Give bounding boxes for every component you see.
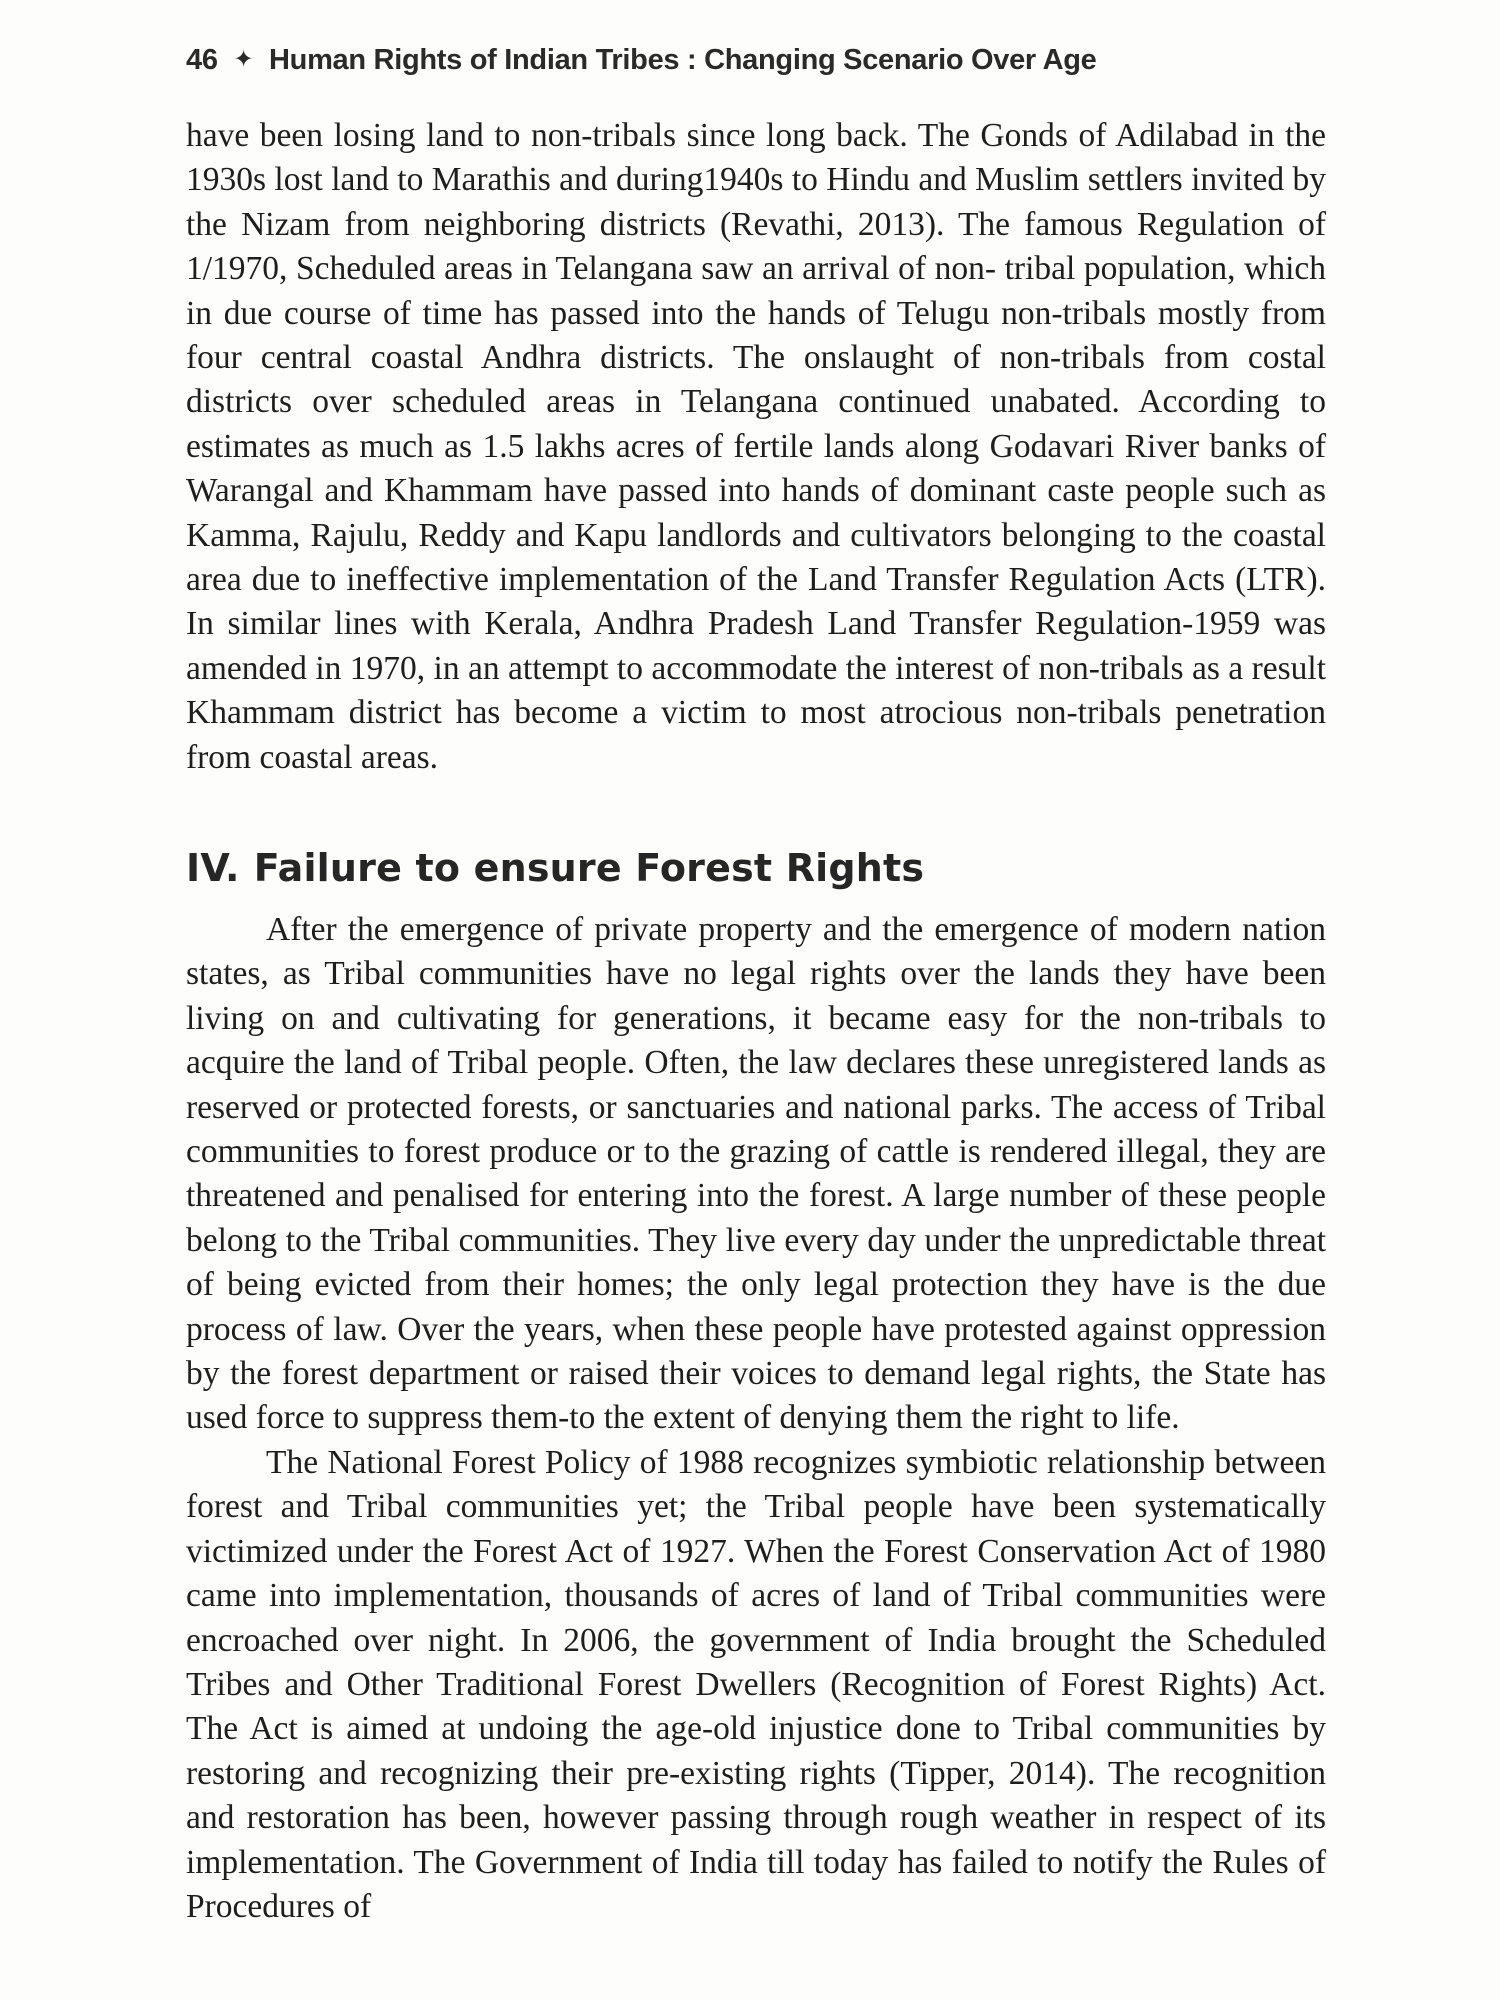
paragraph: have been losing land to non-tribals since long back. The Gonds of Adilabad in the 1930s lost land to Marathis and during1940s to Hindu and Muslim settlers invited by the Nizam from neighboring districts (Revathi, 2013). The famous Regulation of 1/1970, Scheduled areas in Telangana saw an arrival of non- tribal population, which in due course of time has passed into the hands of Telugu non-tribals mostly from four central coastal Andhra districts. The onslaught of non-tribals from costal districts over scheduled areas in Telangana continued unabated. According to estimates as much as 1.5 lakhs acres of fertile lands along Godavari River banks of Warangal and Khammam have passed into hands of dominant caste people such as Kamma, Rajulu, Reddy and Kapu landlords and cultivators belonging to the coastal area due to ineffective implementation of the Land Transfer Regulation Acts (LTR). In similar lines with Kerala, Andhra Pradesh Land Transfer Regulation-1959 was amended in 1970, in an attempt to accommodate the interest of non-tribals as a result Khammam district has become a victim to most atrocious non-tribals penetration from coastal areas. xyxy=(186,117,1326,776)
running-head xyxy=(186,44,1336,77)
section-heading xyxy=(186,846,1326,890)
star-separator-icon: ✦ xyxy=(233,46,254,73)
page-number: 46 xyxy=(186,44,218,76)
paragraph: The National Forest Policy of 1988 recognizes symbiotic relationship between forest and Tribal communities yet; the Tribal people have been systematically victimized under the Forest Act of 1927. When the Forest Conservation Act of 1980 came into implementation, thousands of acres of land of Tribal communities were encroached over night. In 2006, the government of India brought the Scheduled Tribes and Other Traditional Forest Dwellers (Recognition of Forest Rights) Act. The Act is aimed at undoing the age-old injustice done to Tribal communities by restoring and recognizing their pre-existing rights (Tipper, 2014). The recognition and restoration has been, however passing through rough weather in respect of its implementation. The Government of India till today has failed to notify the Rules of Procedures of xyxy=(186,1443,1326,1925)
continuation-text xyxy=(186,114,1326,780)
section-numeral: IV. xyxy=(186,846,240,890)
book-title: Human Rights of Indian Tribes : Changing Scenario Over Age xyxy=(269,44,1097,76)
section-body xyxy=(186,908,1326,1929)
section-title: Failure to ensure Forest Rights xyxy=(253,846,925,890)
paragraph: After the emergence of private property and the emergence of modern nation states, as Tribal communities have no legal rights over the lands they have been living on and cultivating for generations, it became easy for the non-tribals to acquire the land of Tribal people. Often, the law declares these unregistered lands as reserved or protected forests, or sanctuaries and national parks. The access of Tribal communities to forest produce or to the grazing of cattle is rendered illegal, they are threatened and penalised for entering into the forest. A large number of these people belong to the Tribal communities. They live every day under the unpredictable threat of being evicted from their homes; the only legal protection they have is the due process of law. Over the years, when these people have protested against oppression by the forest department or raised their voices to demand legal rights, the State has used force to suppress them-to the extent of denying them the right to life. xyxy=(186,911,1326,1437)
